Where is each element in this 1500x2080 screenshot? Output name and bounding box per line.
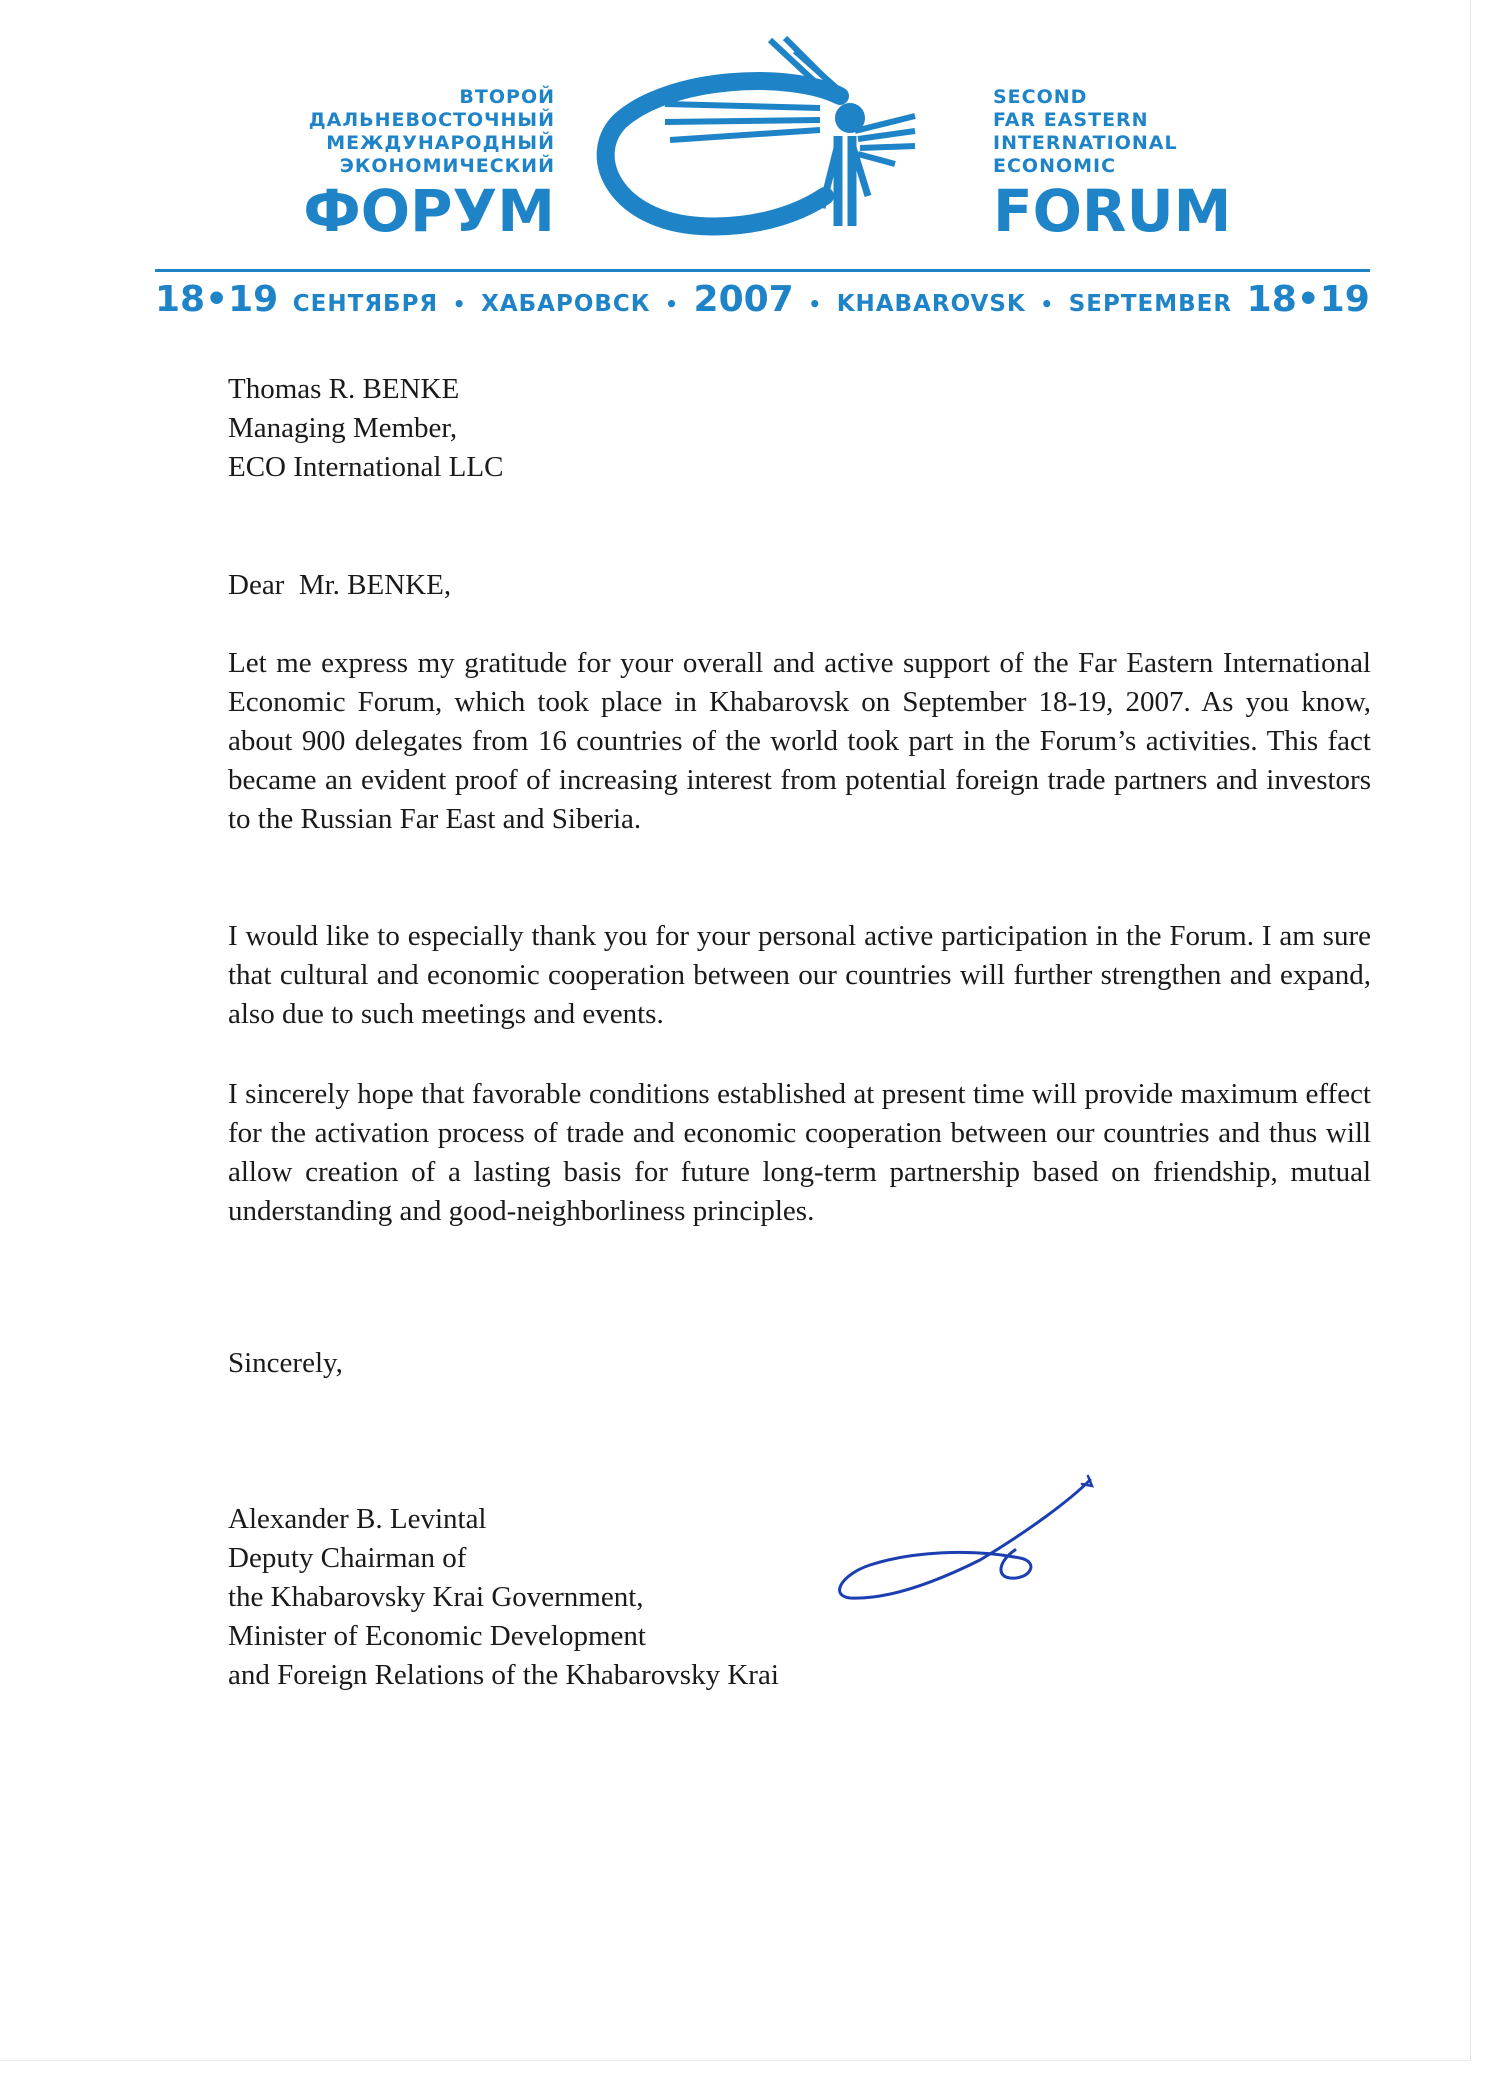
addressee-title: Managing Member,	[228, 412, 458, 444]
paragraph-text: I sincerely hope that favorable conditions established at present time will provide maximum effect for the activation process of trade and economic cooperation between our countries and thus will allow creation of a lasting basis for future long-term partnership based on friendship, mutual understanding and good-neighborliness principles.	[228, 1078, 1371, 1227]
handwritten-signature-icon	[830, 1470, 1110, 1620]
letterhead-ru-line: ВТОРОЙ	[459, 86, 555, 108]
dateline-ru-month: СЕНТЯБРЯ	[292, 291, 439, 317]
dateline-en-month: SEPTEMBER	[1068, 291, 1233, 317]
letterhead-rule	[155, 269, 1370, 272]
dateline-separator: •	[1040, 292, 1055, 316]
paragraph-text: I would like to especially thank you for your personal active participation in the Forum. I am sure that cultural and economic cooperation between our countries will further strengthen and expand, also due to such meetings and events.	[228, 920, 1371, 1030]
paragraph-text: Let me express my gratitude for your overall and active support of the Far Eastern International Economic Forum, which took place in Khabarovsk on September 18-19, 2007. As you know, about 900 delegates from 16 countries of the world took part in the Forum’s activities. This fact became an evident proof of increasing interest from potential foreign trade partners and investors to the Russian Far East and Siberia.	[228, 647, 1371, 835]
addressee-block	[228, 370, 1371, 487]
body-paragraph-3	[228, 1075, 1371, 1231]
closing	[228, 1344, 1371, 1383]
letterhead-en-line: FAR EASTERN	[993, 109, 1149, 131]
letterhead-dateline	[155, 279, 1370, 320]
dateline-days-right: 18•19	[1246, 279, 1370, 320]
addressee-name: Thomas R. BENKE	[228, 373, 460, 405]
dateline-separator: •	[665, 292, 679, 316]
closing-text: Sincerely,	[228, 1347, 343, 1379]
dateline-separator: •	[452, 292, 467, 316]
body-paragraph-2	[228, 917, 1371, 1034]
letterhead-ru-line: ЭКОНОМИЧЕСКИЙ	[339, 155, 555, 177]
body-paragraph-1	[228, 644, 1371, 839]
signatory-line: Deputy Chairman of	[228, 1542, 467, 1574]
signatory-line: Minister of Economic Development	[228, 1620, 646, 1652]
dateline-ru-city: ХАБАРОВСК	[481, 291, 651, 317]
signatory-name: Alexander B. Levintal	[228, 1503, 487, 1535]
salutation-text: Dear Mr. BENKE,	[228, 569, 452, 601]
letterhead-en-title: FORUM	[993, 177, 1232, 245]
letterhead-en-line: INTERNATIONAL	[993, 132, 1178, 154]
letterhead-ru-line: ДАЛЬНЕВОСТОЧНЫЙ	[308, 109, 555, 131]
letterhead-en-line: SECOND	[993, 86, 1088, 108]
dateline-en-city: KHABAROVSK	[836, 291, 1026, 317]
letterhead-english	[993, 86, 1232, 245]
dateline-year: 2007	[693, 279, 794, 320]
signature-block	[228, 1500, 1371, 1695]
letterhead-ru-title: ФОРУМ	[303, 177, 555, 245]
dateline-separator: •	[808, 292, 823, 316]
addressee-company: ECO International LLC	[228, 451, 504, 483]
letterhead-en-line: ECONOMIC	[993, 155, 1117, 177]
forum-logo-icon	[590, 36, 1000, 261]
dateline-days-left: 18•19	[155, 279, 279, 320]
letterhead-ru-line: МЕЖДУНАРОДНЫЙ	[326, 132, 555, 154]
letterhead-russian	[303, 86, 555, 245]
signatory-line: the Khabarovsky Krai Government,	[228, 1581, 644, 1613]
signatory-line: and Foreign Relations of the Khabarovsky Krai	[228, 1659, 779, 1691]
salutation	[228, 566, 1371, 605]
